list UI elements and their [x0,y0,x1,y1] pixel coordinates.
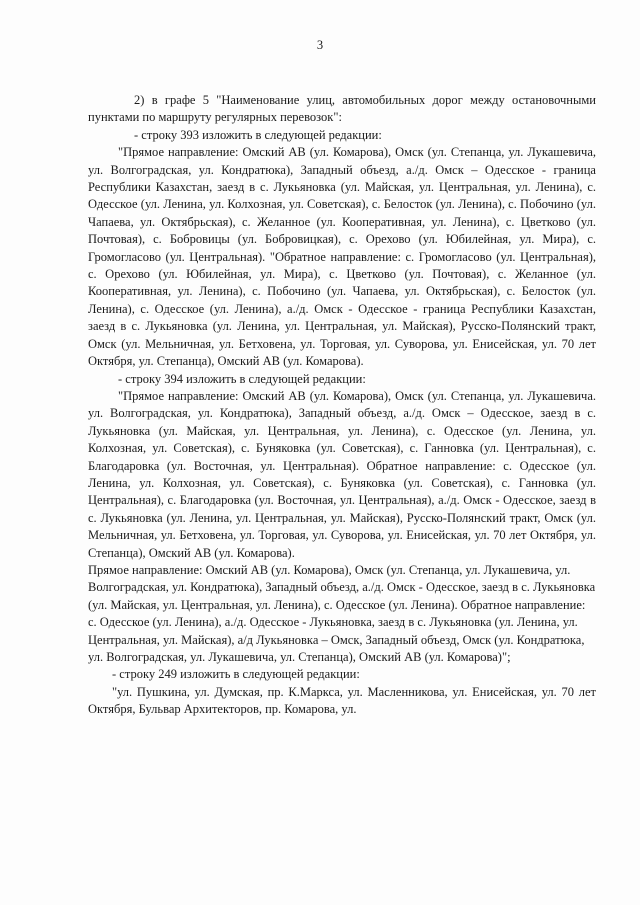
paragraph-line-393-text: "Прямое направление: Омский АВ (ул. Комарова), Омск (ул. Степанца, ул. Лукашевича, ул. Волгоградская, ул. Кондратюка), Западный объезд, а./д. Омск – Одесское - граница Республики Казахстан, заезд в с. Лукьяновка (ул. Майская, ул. Центральная, ул. Ленина), с. Одесское (ул. Ленина, ул. Колхозная, ул. Советская), с. Белосток (ул. Ленина), с. Побочино (ул. Чапаева, ул. Октябрьская), с. Желанное (ул. Кооперативная, ул. Ленина), с. Цветково (ул. Почтовая), с. Бобровицы (ул. Бобровицкая), с. Орехово (ул. Юбилейная, ул. Мира), с. Громогласово (ул. Центральная). "Обратное направление: с. Громогласово (ул. Центральная), с. Орехово (ул. Юбилейная, ул. Мира), с. Цветково (ул. Почтовая), с. Желанное (ул. Кооперативная, ул. Ленина), с. Побочино (ул. Чапаева, ул. Октябрьская), с. Белосток (ул. Ленина), с. Одесское (ул. Ленина), а./д. Омск - Одесское - граница Республики Казахстан, заезд в с. Лукьяновка (ул. Ленина, ул. Центральная, ул. Майская), Русско-Полянский тракт, Омск (ул. Мельничная, ул. Бетховена, ул. Торговая, ул. Суворова, ул. Енисейская, ул. 70 лет Октября, ул. Степанца), Омский АВ (ул. Комарова). [88,145,596,369]
paragraph-line-394-heading: - строку 394 изложить в следующей редакции: [118,371,366,386]
paragraph-line-394-continuation: Прямое направление: Омский АВ (ул. Комарова), Омск (ул. Степанца, ул. Лукашевича, ул. Волгоградская, ул. Кондратюка), Западный объезд, а./д. Омск - Одесское, заезд в с. Лукьяновка (ул. Майская, ул. Центральная, ул. Ленина), с. Одесское (ул. Ленина). Обратное направление: с. Одесское (ул. Ленина), а./д. Одесское - Лукьяновка, заезд в с. Лукьяновка (ул. Ленина, ул. Центральная, ул. Майская), а/д Лукьяновка – Омск, Западный объезд, Омск (ул. Кондратюка, ул. Волгоградская, ул. Лукашевича, ул. Степанца), Омский АВ (ул. Комарова)"; [88,562,596,664]
paragraph-line-249-text: "ул. Пушкина, ул. Думская, пр. К.Маркса, ул. Масленникова, ул. Енисейская, ул. 70 лет Октября, Бульвар Архитекторов, пр. Комарова, ул. [88,684,596,717]
paragraph-line-393-heading: - строку 393 изложить в следующей редакции: [134,127,382,142]
page-number: 3 [316,38,324,52]
paragraph-line-249-heading: - строку 249 изложить в следующей редакции: [112,667,360,682]
paragraph-line-394-text: "Прямое направление: Омский АВ (ул. Комарова), Омск (ул. Степанца, ул. Лукашевича. ул. Волгоградская, ул. Кондратюка), Западный объезд, а./д. Омск – Одесское, заезд в с. Лукьяновка (ул. Майская, ул. Центральная, ул. Ленина), с. Одесское (ул. Ленина, ул. Колхозная, ул. Советская), с. Буняковка (ул. Советская), с. Ганновка (ул. Центральная), с. Благодаровка (ул. Восточная, ул. Центральная). Обратное направление: с. Одесское (ул. Ленина, ул. Колхозная, ул. Советская), с. Буняковка (ул. Советская), с. Ганновка (ул. Центральная), с. Благодаровка (ул. Восточная, ул. Центральная), а./д. Омск - Одесское, заезд в с. Лукьяновка (ул. Ленина, ул. Центральная, ул. Майская), Русско-Полянский тракт, Омск (ул. Мельничная, ул. Бетховена, ул. Торговая, ул. Суворова, ул. Енисейская, ул. 70 лет Октября, ул. Степанца), Омский АВ (ул. Комарова). [88,388,596,560]
document-body [88,92,596,719]
paragraph-item-2: 2) в графе 5 "Наименование улиц, автомобильных дорог между остановочными пунктами по маршруту регулярных перевозок": [88,93,596,125]
